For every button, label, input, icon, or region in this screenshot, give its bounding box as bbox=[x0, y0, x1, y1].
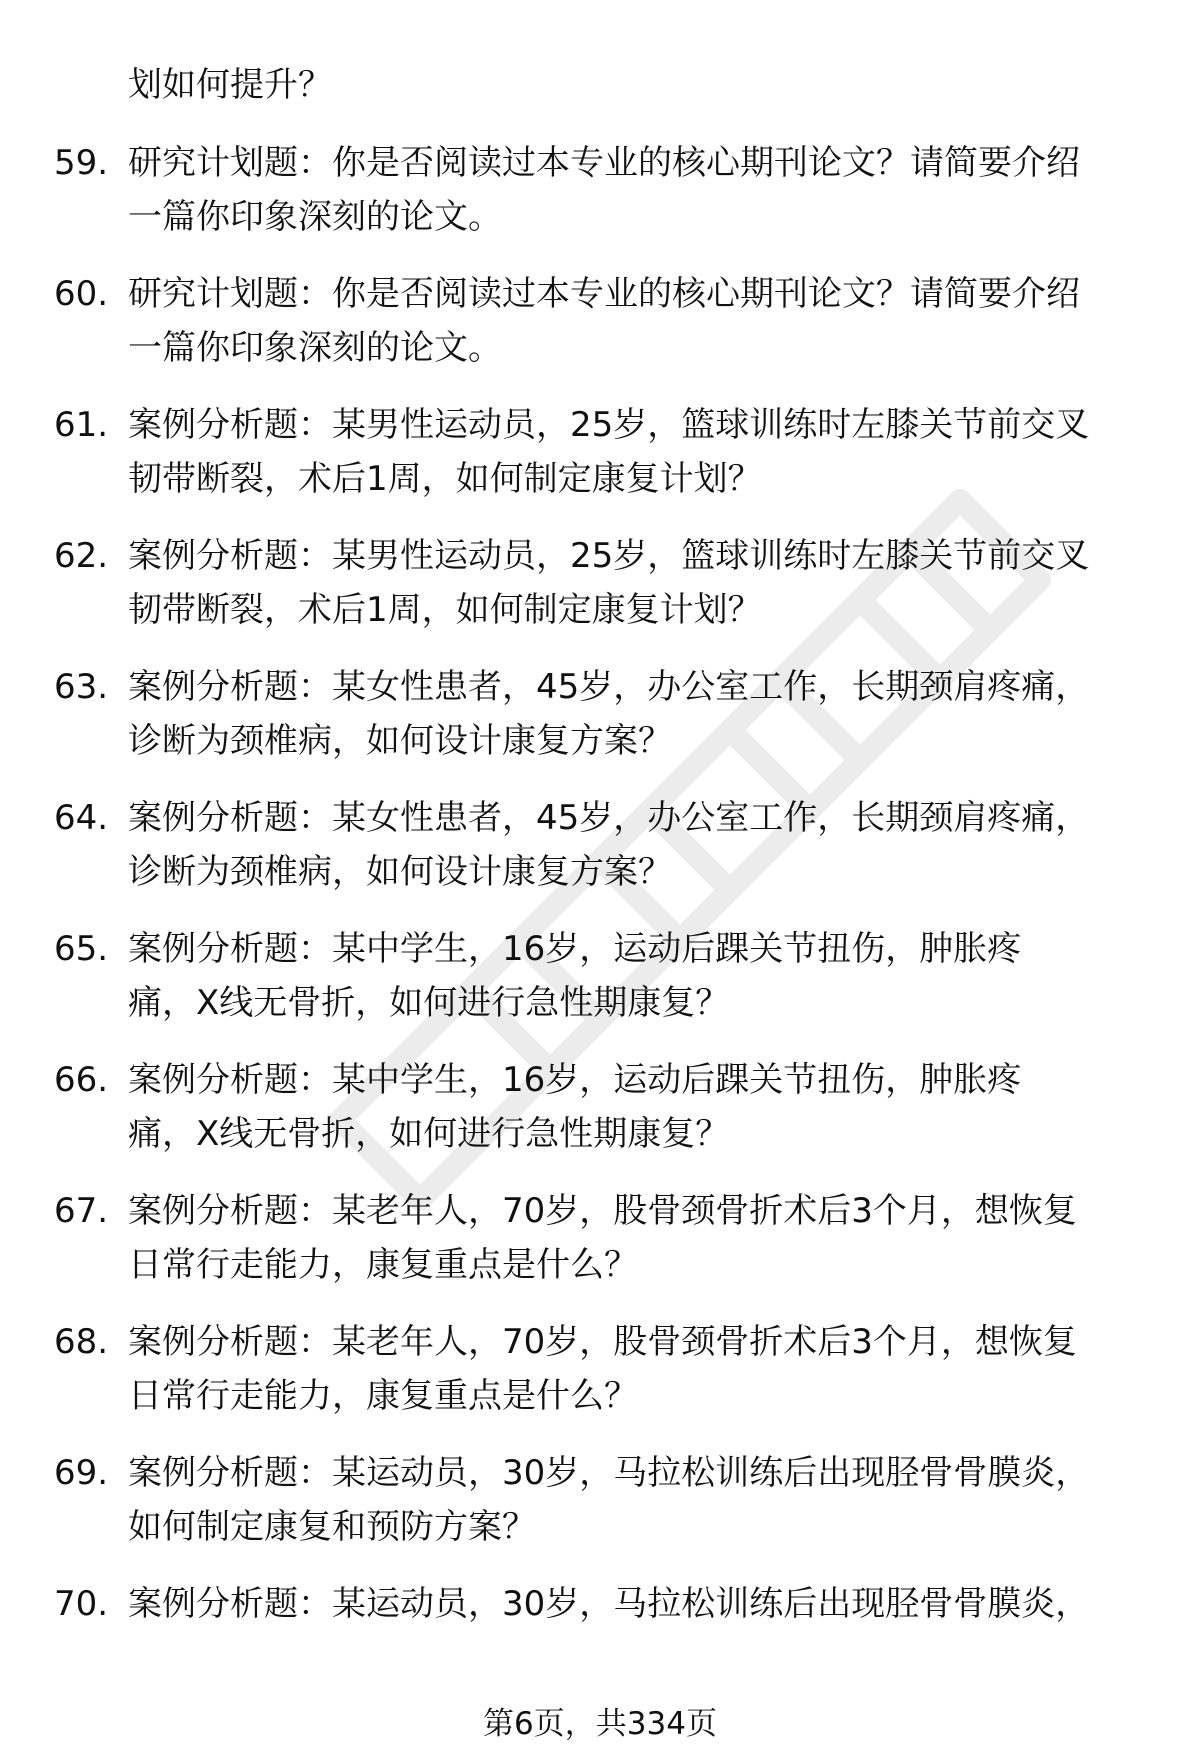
question-line: 痛，X线无骨折，如何进行急性期康复？ bbox=[128, 983, 730, 1023]
page-footer: 第6页，共334页 bbox=[483, 1706, 717, 1742]
question-number: 64. bbox=[54, 798, 109, 838]
question-text bbox=[128, 1446, 1168, 1554]
question-text bbox=[128, 660, 1168, 768]
question-text bbox=[128, 1315, 1168, 1423]
question-line: 一篇你印象深刻的论文。 bbox=[128, 197, 502, 237]
question-line: 案例分析题：某男性运动员，25岁，篮球训练时左膝关节前交叉 bbox=[128, 405, 1090, 445]
question-number: 69. bbox=[54, 1453, 109, 1493]
question-number: 61. bbox=[54, 405, 109, 445]
question-number: 59. bbox=[54, 143, 109, 183]
question-line: 诊断为颈椎病，如何设计康复方案？ bbox=[128, 852, 672, 892]
question-item bbox=[0, 136, 1200, 244]
question-line: 痛，X线无骨折，如何进行急性期康复？ bbox=[128, 1114, 730, 1154]
question-item bbox=[0, 1053, 1200, 1161]
question-item bbox=[0, 791, 1200, 899]
question-line: 案例分析题：某运动员，30岁，马拉松训练后出现胫骨骨膜炎， bbox=[128, 1584, 1090, 1624]
question-number: 60. bbox=[54, 274, 109, 314]
question-list bbox=[0, 136, 1200, 1708]
question-text bbox=[128, 1053, 1168, 1161]
question-item bbox=[0, 1184, 1200, 1292]
question-line: 诊断为颈椎病，如何设计康复方案？ bbox=[128, 721, 672, 761]
question-line: 研究计划题：你是否阅读过本专业的核心期刊论文？请简要介绍 bbox=[128, 274, 1080, 314]
continued-question-text: 划如何提升？ bbox=[128, 65, 332, 105]
question-number: 67. bbox=[54, 1191, 109, 1231]
question-item bbox=[0, 529, 1200, 637]
question-text bbox=[128, 922, 1168, 1030]
question-item bbox=[0, 1446, 1200, 1554]
question-item bbox=[0, 660, 1200, 768]
question-text bbox=[128, 529, 1168, 637]
question-item bbox=[0, 922, 1200, 1030]
question-text bbox=[128, 136, 1168, 244]
question-line: 一篇你印象深刻的论文。 bbox=[128, 328, 502, 368]
question-line: 案例分析题：某老年人，70岁，股骨颈骨折术后3个月，想恢复 bbox=[128, 1191, 1077, 1231]
question-line: 案例分析题：某老年人，70岁，股骨颈骨折术后3个月，想恢复 bbox=[128, 1322, 1077, 1362]
question-number: 65. bbox=[54, 929, 109, 969]
question-number: 70. bbox=[54, 1584, 109, 1624]
question-item bbox=[0, 267, 1200, 375]
question-line: 案例分析题：某女性患者，45岁，办公室工作，长期颈肩疼痛， bbox=[128, 798, 1090, 838]
question-line: 案例分析题：某女性患者，45岁，办公室工作，长期颈肩疼痛， bbox=[128, 667, 1090, 707]
question-line: 研究计划题：你是否阅读过本专业的核心期刊论文？请简要介绍 bbox=[128, 143, 1080, 183]
question-line: 日常行走能力，康复重点是什么？ bbox=[128, 1376, 638, 1416]
question-text bbox=[128, 1184, 1168, 1292]
question-text bbox=[128, 791, 1168, 899]
question-item bbox=[0, 1315, 1200, 1423]
question-line: 韧带断裂，术后1周，如何制定康复计划？ bbox=[128, 459, 762, 499]
question-number: 62. bbox=[54, 536, 109, 576]
question-text bbox=[128, 1577, 1168, 1631]
question-text bbox=[128, 398, 1168, 506]
question-number: 63. bbox=[54, 667, 109, 707]
question-item bbox=[0, 1577, 1200, 1685]
question-text bbox=[128, 267, 1168, 375]
question-number: 66. bbox=[54, 1060, 109, 1100]
question-number: 68. bbox=[54, 1322, 109, 1362]
question-line: 案例分析题：某中学生，16岁，运动后踝关节扭伤，肿胀疼 bbox=[128, 929, 1022, 969]
question-line: 案例分析题：某中学生，16岁，运动后踝关节扭伤，肿胀疼 bbox=[128, 1060, 1022, 1100]
question-line: 案例分析题：某男性运动员，25岁，篮球训练时左膝关节前交叉 bbox=[128, 536, 1090, 576]
question-item bbox=[0, 398, 1200, 506]
question-line: 韧带断裂，术后1周，如何制定康复计划？ bbox=[128, 590, 762, 630]
question-line: 日常行走能力，康复重点是什么？ bbox=[128, 1245, 638, 1285]
question-line: 案例分析题：某运动员，30岁，马拉松训练后出现胫骨骨膜炎， bbox=[128, 1453, 1090, 1493]
question-line: 如何制定康复和预防方案？ bbox=[128, 1507, 536, 1547]
